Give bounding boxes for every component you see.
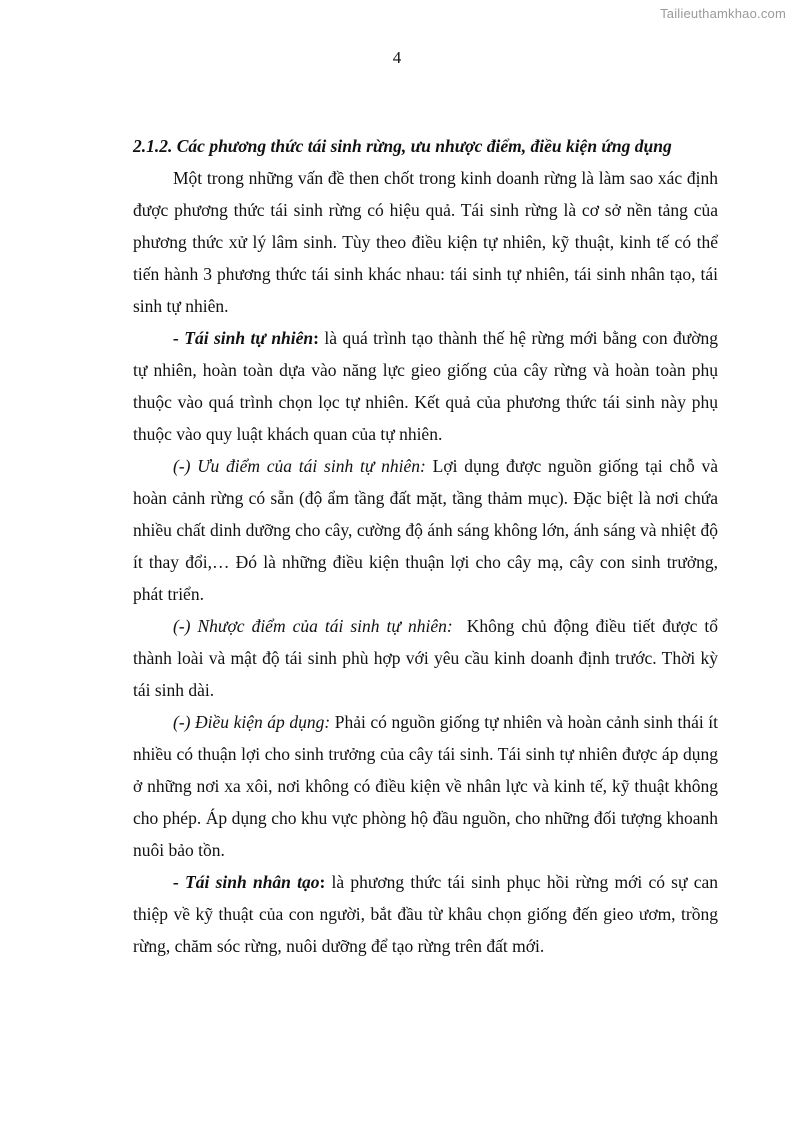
section-heading: 2.1.2. Các phương thức tái sinh rừng, ưu nhược điểm, điều kiện ứng dụng (133, 136, 672, 156)
disadvantages-text: Không chủ động điều tiết được tổ thành loài và mật độ tái sinh phù hợp với yêu cầu kinh doanh định trước. Thời kỳ tái sinh dài. (133, 616, 723, 700)
paragraph-conditions (133, 706, 718, 866)
advantages-text: Lợi dụng được nguồn giống tại chỗ và hoàn cảnh rừng có sẵn (độ ẩm tầng đất mặt, tầng thảm mục). Đặc biệt là nơi chứa nhiều chất dinh dưỡng cho cây, cường độ ánh sáng không lớn, ánh sáng và nhiệt độ ít thay đổi,… Đó là những điều kiện thuận lợi cho cây mạ, cây con sinh trưởng, phát triển. (133, 456, 718, 604)
watermark-text: Tailieuthamkhao.com (660, 6, 786, 21)
paragraph-natural-regeneration (133, 322, 718, 450)
term-colon: : (313, 328, 319, 348)
paragraph-disadvantages (133, 610, 723, 706)
paragraph-intro: Một trong những vấn đề then chốt trong kinh doanh rừng là làm sao xác định được phương thức tái sinh rừng có hiệu quả. Tái sinh rừng là cơ sở nền tảng của phương thức xử lý lâm sinh. Tùy theo điều kiện tự nhiên, kỹ thuật, kinh tế có thể tiến hành 3 phương thức tái sinh khác nhau: tái sinh tự nhiên, tái sinh nhân tạo, tái sinh tự nhiên. (133, 168, 718, 316)
paragraph-artificial-regeneration (133, 866, 718, 962)
term-artificial-regeneration: - Tái sinh nhân tạo (173, 872, 320, 892)
disadvantages-label: (-) Nhược điểm của tái sinh tự nhiên: (173, 616, 453, 636)
conditions-label: (-) Điều kiện áp dụng: (173, 712, 331, 732)
conditions-text: Phải có nguồn giống tự nhiên và hoàn cảnh sinh thái ít nhiều có thuận lợi cho sinh trưởng của cây tái sinh. Tái sinh tự nhiên được áp dụng ở những nơi xa xôi, nơi không có điều kiện về nhân lực và kinh tế, kỹ thuật không cho phép. Áp dụng cho khu vực phòng hộ đầu nguồn, cho những đối tượng khoanh nuôi bảo tồn. (133, 712, 718, 860)
page-number: 4 (392, 48, 402, 67)
artificial-regeneration-text: là phương thức tái sinh phục hồi rừng mới có sự can thiệp về kỹ thuật của con người, bắt đầu từ khâu chọn giống đến gieo ươm, trồng rừng, chăm sóc rừng, nuôi dưỡng để tạo rừng trên đất mới. (133, 872, 718, 956)
term-colon: : (319, 872, 326, 892)
advantages-label: (-) Ưu điểm của tái sinh tự nhiên: (173, 456, 426, 476)
paragraph-advantages (133, 450, 718, 610)
natural-regeneration-text: là quá trình tạo thành thế hệ rừng mới bằng con đường tự nhiên, hoàn toàn dựa vào năng lực gieo giống của cây rừng và hoàn toàn phụ thuộc vào quá trình chọn lọc tự nhiên. Kết quả của phương thức tái sinh này phụ thuộc vào quy luật khách quan của tự nhiên. (133, 328, 718, 444)
term-natural-regeneration: - Tái sinh tự nhiên (173, 328, 314, 348)
document-body (133, 130, 723, 962)
